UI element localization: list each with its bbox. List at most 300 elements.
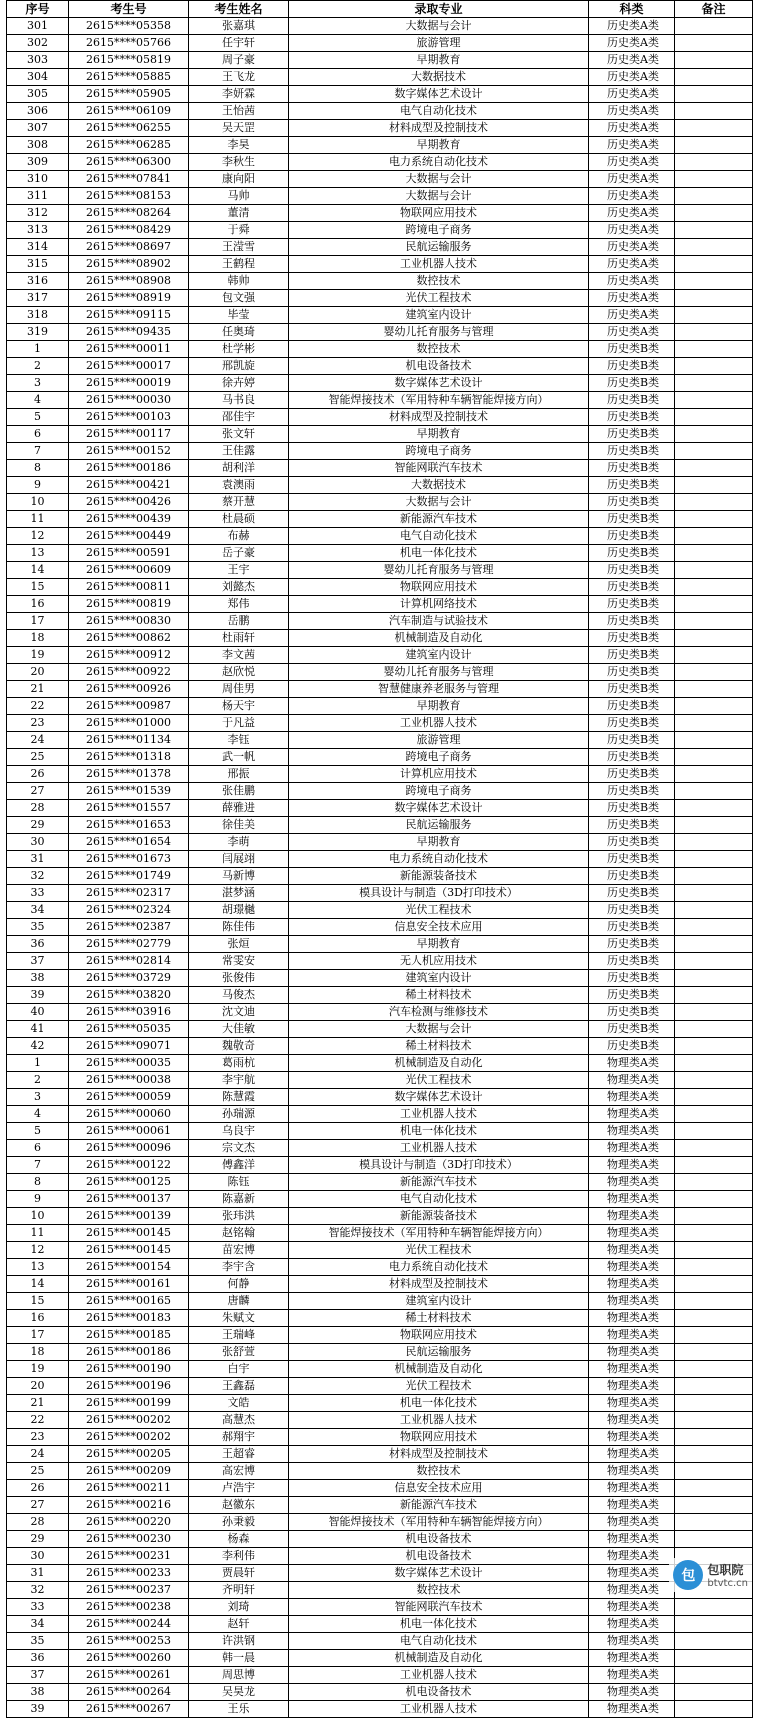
serial-cell: 14	[7, 562, 69, 579]
major-cell: 机电设备技术	[289, 358, 589, 375]
category-cell: 物理类A类	[589, 1055, 675, 1072]
major-cell: 工业机器人技术	[289, 1412, 589, 1429]
major-cell: 跨境电子商务	[289, 443, 589, 460]
serial-cell: 3	[7, 1089, 69, 1106]
table-row	[7, 1446, 753, 1463]
name-cell: 高慧杰	[189, 1412, 289, 1429]
table-row	[7, 1361, 753, 1378]
category-cell: 物理类A类	[589, 1667, 675, 1684]
category-cell: 历史类A类	[589, 86, 675, 103]
name-cell: 郑伟	[189, 596, 289, 613]
table-row	[7, 902, 753, 919]
major-cell: 汽车制造与试验技术	[289, 613, 589, 630]
exam-id-cell: 2615****00035	[69, 1055, 189, 1072]
exam-id-cell: 2615****00230	[69, 1531, 189, 1548]
remark-cell	[675, 596, 753, 613]
category-cell: 物理类A类	[589, 1599, 675, 1616]
major-cell: 机械制造及自动化	[289, 1361, 589, 1378]
remark-cell	[675, 647, 753, 664]
table-row	[7, 766, 753, 783]
serial-cell: 304	[7, 69, 69, 86]
exam-id-cell: 2615****00811	[69, 579, 189, 596]
category-cell: 历史类B类	[589, 545, 675, 562]
major-cell: 建筑室内设计	[289, 647, 589, 664]
category-cell: 历史类B类	[589, 358, 675, 375]
category-cell: 物理类A类	[589, 1684, 675, 1701]
exam-id-cell: 2615****00165	[69, 1293, 189, 1310]
major-cell: 模具设计与制造（3D打印技术）	[289, 885, 589, 902]
serial-cell: 1	[7, 341, 69, 358]
major-cell: 新能源汽车技术	[289, 1174, 589, 1191]
category-cell: 历史类A类	[589, 154, 675, 171]
remark-cell	[675, 256, 753, 273]
exam-id-cell: 2615****00011	[69, 341, 189, 358]
category-cell: 物理类A类	[589, 1548, 675, 1565]
category-cell: 历史类B类	[589, 834, 675, 851]
name-cell: 王鹤程	[189, 256, 289, 273]
major-cell: 数字媒体艺术设计	[289, 1565, 589, 1582]
major-cell: 建筑室内设计	[289, 1293, 589, 1310]
major-cell: 大数据技术	[289, 477, 589, 494]
exam-id-cell: 2615****00220	[69, 1514, 189, 1531]
serial-cell: 27	[7, 1497, 69, 1514]
exam-id-cell: 2615****00439	[69, 511, 189, 528]
remark-cell	[675, 834, 753, 851]
name-cell: 董清	[189, 205, 289, 222]
name-cell: 胡利洋	[189, 460, 289, 477]
exam-id-cell: 2615****08902	[69, 256, 189, 273]
serial-cell: 42	[7, 1038, 69, 1055]
serial-cell: 12	[7, 528, 69, 545]
exam-id-cell: 2615****00125	[69, 1174, 189, 1191]
remark-cell	[675, 52, 753, 69]
category-cell: 物理类A类	[589, 1497, 675, 1514]
remark-cell	[675, 341, 753, 358]
name-cell: 邢凯旋	[189, 358, 289, 375]
name-cell: 赵欣悦	[189, 664, 289, 681]
exam-id-cell: 2615****00216	[69, 1497, 189, 1514]
table-row	[7, 698, 753, 715]
serial-cell: 35	[7, 1633, 69, 1650]
table-row	[7, 1021, 753, 1038]
header-category: 科类	[589, 1, 675, 18]
major-cell: 机械制造及自动化	[289, 1650, 589, 1667]
exam-id-cell: 2615****00237	[69, 1582, 189, 1599]
table-row	[7, 630, 753, 647]
major-cell: 物联网应用技术	[289, 205, 589, 222]
category-cell: 历史类B类	[589, 579, 675, 596]
table-row	[7, 392, 753, 409]
table-row	[7, 1395, 753, 1412]
remark-cell	[675, 1463, 753, 1480]
major-cell: 大数据技术	[289, 69, 589, 86]
name-cell: 张文轩	[189, 426, 289, 443]
exam-id-cell: 2615****08697	[69, 239, 189, 256]
name-cell: 杜学彬	[189, 341, 289, 358]
name-cell: 康向阳	[189, 171, 289, 188]
table-row	[7, 528, 753, 545]
watermark-url: btvtc.cn	[707, 1578, 748, 1589]
serial-cell: 9	[7, 477, 69, 494]
watermark-name: 包职院	[707, 1563, 744, 1577]
category-cell: 物理类A类	[589, 1446, 675, 1463]
major-cell: 早期教育	[289, 52, 589, 69]
category-cell: 物理类A类	[589, 1106, 675, 1123]
table-row	[7, 1293, 753, 1310]
serial-cell: 315	[7, 256, 69, 273]
major-cell: 大数据与会计	[289, 1021, 589, 1038]
name-cell: 陈佳伟	[189, 919, 289, 936]
exam-id-cell: 2615****00096	[69, 1140, 189, 1157]
table-row	[7, 52, 753, 69]
serial-cell: 38	[7, 970, 69, 987]
major-cell: 旅游管理	[289, 35, 589, 52]
table-row	[7, 511, 753, 528]
major-cell: 工业机器人技术	[289, 1140, 589, 1157]
table-row	[7, 1514, 753, 1531]
remark-cell	[675, 953, 753, 970]
major-cell: 机械制造及自动化	[289, 630, 589, 647]
remark-cell	[675, 494, 753, 511]
exam-id-cell: 2615****01000	[69, 715, 189, 732]
remark-cell	[675, 1293, 753, 1310]
remark-cell	[675, 783, 753, 800]
category-cell: 物理类A类	[589, 1412, 675, 1429]
name-cell: 许洪钢	[189, 1633, 289, 1650]
major-cell: 电力系统自动化技术	[289, 154, 589, 171]
name-cell: 吴昊龙	[189, 1684, 289, 1701]
serial-cell: 9	[7, 1191, 69, 1208]
category-cell: 历史类B类	[589, 800, 675, 817]
name-cell: 唐麟	[189, 1293, 289, 1310]
exam-id-cell: 2615****00912	[69, 647, 189, 664]
major-cell: 早期教育	[289, 834, 589, 851]
remark-cell	[675, 749, 753, 766]
table-row	[7, 324, 753, 341]
serial-cell: 36	[7, 1650, 69, 1667]
name-cell: 赵徽东	[189, 1497, 289, 1514]
major-cell: 数控技术	[289, 341, 589, 358]
remark-cell	[675, 1225, 753, 1242]
exam-id-cell: 2615****00819	[69, 596, 189, 613]
table-row	[7, 1259, 753, 1276]
serial-cell: 316	[7, 273, 69, 290]
serial-cell: 311	[7, 188, 69, 205]
exam-id-cell: 2615****00059	[69, 1089, 189, 1106]
table-row	[7, 783, 753, 800]
serial-cell: 11	[7, 511, 69, 528]
category-cell: 物理类A类	[589, 1208, 675, 1225]
table-row	[7, 1208, 753, 1225]
major-cell: 智能焊接技术（军用特种车辆智能焊接方向）	[289, 392, 589, 409]
name-cell: 李宇航	[189, 1072, 289, 1089]
name-cell: 文皓	[189, 1395, 289, 1412]
category-cell: 历史类B类	[589, 1004, 675, 1021]
exam-id-cell: 2615****01653	[69, 817, 189, 834]
name-cell: 于凡益	[189, 715, 289, 732]
table-row	[7, 1225, 753, 1242]
table-row	[7, 222, 753, 239]
table-row	[7, 188, 753, 205]
category-cell: 物理类A类	[589, 1293, 675, 1310]
remark-cell	[675, 1497, 753, 1514]
category-cell: 历史类B类	[589, 664, 675, 681]
name-cell: 卢浩宇	[189, 1480, 289, 1497]
serial-cell: 5	[7, 1123, 69, 1140]
remark-cell	[675, 902, 753, 919]
table-row	[7, 375, 753, 392]
remark-cell	[675, 1327, 753, 1344]
name-cell: 杨天宇	[189, 698, 289, 715]
name-cell: 陈慧霞	[189, 1089, 289, 1106]
name-cell: 韩一晨	[189, 1650, 289, 1667]
table-row	[7, 18, 753, 35]
exam-id-cell: 2615****00449	[69, 528, 189, 545]
exam-id-cell: 2615****09071	[69, 1038, 189, 1055]
category-cell: 历史类B类	[589, 783, 675, 800]
serial-cell: 27	[7, 783, 69, 800]
category-cell: 历史类B类	[589, 511, 675, 528]
table-row	[7, 970, 753, 987]
header-name: 考生姓名	[189, 1, 289, 18]
major-cell: 数控技术	[289, 1582, 589, 1599]
major-cell: 光伏工程技术	[289, 290, 589, 307]
exam-id-cell: 2615****00186	[69, 460, 189, 477]
major-cell: 婴幼儿托育服务与管理	[289, 324, 589, 341]
major-cell: 材料成型及控制技术	[289, 1446, 589, 1463]
name-cell: 苗宏博	[189, 1242, 289, 1259]
serial-cell: 41	[7, 1021, 69, 1038]
category-cell: 物理类A类	[589, 1225, 675, 1242]
serial-cell: 22	[7, 698, 69, 715]
remark-cell	[675, 1310, 753, 1327]
serial-cell: 28	[7, 1514, 69, 1531]
major-cell: 婴幼儿托育服务与管理	[289, 562, 589, 579]
category-cell: 历史类B类	[589, 732, 675, 749]
table-row	[7, 1378, 753, 1395]
name-cell: 杨森	[189, 1531, 289, 1548]
remark-cell	[675, 1616, 753, 1633]
exam-id-cell: 2615****08919	[69, 290, 189, 307]
serial-cell: 34	[7, 902, 69, 919]
serial-cell: 32	[7, 1582, 69, 1599]
category-cell: 历史类B类	[589, 681, 675, 698]
major-cell: 大数据与会计	[289, 188, 589, 205]
exam-id-cell: 2615****08908	[69, 273, 189, 290]
table-row	[7, 1480, 753, 1497]
major-cell: 工业机器人技术	[289, 256, 589, 273]
category-cell: 历史类B类	[589, 409, 675, 426]
category-cell: 历史类A类	[589, 205, 675, 222]
table-row	[7, 1650, 753, 1667]
table-row	[7, 664, 753, 681]
name-cell: 李钰	[189, 732, 289, 749]
table-row	[7, 1276, 753, 1293]
major-cell: 稀土材料技术	[289, 1038, 589, 1055]
major-cell: 智能焊接技术（军用特种车辆智能焊接方向）	[289, 1514, 589, 1531]
exam-id-cell: 2615****00211	[69, 1480, 189, 1497]
exam-id-cell: 2615****00186	[69, 1344, 189, 1361]
remark-cell	[675, 1191, 753, 1208]
name-cell: 胡璟樾	[189, 902, 289, 919]
exam-id-cell: 2615****05766	[69, 35, 189, 52]
category-cell: 历史类B类	[589, 749, 675, 766]
major-cell: 物联网应用技术	[289, 579, 589, 596]
remark-cell	[675, 1650, 753, 1667]
serial-cell: 15	[7, 579, 69, 596]
remark-cell	[675, 1208, 753, 1225]
major-cell: 稀土材料技术	[289, 987, 589, 1004]
serial-cell: 30	[7, 1548, 69, 1565]
serial-cell: 7	[7, 1157, 69, 1174]
remark-cell	[675, 817, 753, 834]
table-row	[7, 171, 753, 188]
major-cell: 材料成型及控制技术	[289, 409, 589, 426]
exam-id-cell: 2615****01539	[69, 783, 189, 800]
exam-id-cell: 2615****00426	[69, 494, 189, 511]
serial-cell: 28	[7, 800, 69, 817]
serial-cell: 306	[7, 103, 69, 120]
table-row	[7, 1072, 753, 1089]
exam-id-cell: 2615****00183	[69, 1310, 189, 1327]
remark-cell	[675, 630, 753, 647]
table-row	[7, 443, 753, 460]
header-serial: 序号	[7, 1, 69, 18]
table-row	[7, 817, 753, 834]
major-cell: 材料成型及控制技术	[289, 120, 589, 137]
name-cell: 吴天罡	[189, 120, 289, 137]
table-row	[7, 1412, 753, 1429]
exam-id-cell: 2615****00152	[69, 443, 189, 460]
name-cell: 徐卉婷	[189, 375, 289, 392]
major-cell: 智能焊接技术（军用特种车辆智能焊接方向）	[289, 1225, 589, 1242]
serial-cell: 19	[7, 1361, 69, 1378]
table-row	[7, 1548, 753, 1565]
serial-cell: 29	[7, 817, 69, 834]
table-row	[7, 1106, 753, 1123]
category-cell: 物理类A类	[589, 1191, 675, 1208]
remark-cell	[675, 1089, 753, 1106]
major-cell: 民航运输服务	[289, 239, 589, 256]
category-cell: 历史类B类	[589, 426, 675, 443]
remark-cell	[675, 1157, 753, 1174]
name-cell: 赵轩	[189, 1616, 289, 1633]
major-cell: 无人机应用技术	[289, 953, 589, 970]
category-cell: 物理类A类	[589, 1429, 675, 1446]
serial-cell: 318	[7, 307, 69, 324]
serial-cell: 29	[7, 1531, 69, 1548]
category-cell: 历史类A类	[589, 307, 675, 324]
name-cell: 朱赋文	[189, 1310, 289, 1327]
remark-cell	[675, 1004, 753, 1021]
serial-cell: 16	[7, 596, 69, 613]
serial-cell: 11	[7, 1225, 69, 1242]
category-cell: 历史类A类	[589, 256, 675, 273]
name-cell: 李宇含	[189, 1259, 289, 1276]
name-cell: 张烜	[189, 936, 289, 953]
name-cell: 任奥琦	[189, 324, 289, 341]
major-cell: 电力系统自动化技术	[289, 851, 589, 868]
remark-cell	[675, 511, 753, 528]
name-cell: 大佳敏	[189, 1021, 289, 1038]
school-logo-icon: 包	[673, 1560, 703, 1590]
name-cell: 邢振	[189, 766, 289, 783]
name-cell: 王怡茜	[189, 103, 289, 120]
category-cell: 历史类B类	[589, 902, 675, 919]
serial-cell: 2	[7, 1072, 69, 1089]
name-cell: 张玮洪	[189, 1208, 289, 1225]
name-cell: 武一帆	[189, 749, 289, 766]
remark-cell	[675, 1259, 753, 1276]
remark-cell	[675, 1038, 753, 1055]
remark-cell	[675, 766, 753, 783]
table-row	[7, 545, 753, 562]
name-cell: 贾晨轩	[189, 1565, 289, 1582]
major-cell: 稀土材料技术	[289, 1310, 589, 1327]
remark-cell	[675, 1378, 753, 1395]
exam-id-cell: 2615****09435	[69, 324, 189, 341]
category-cell: 历史类B类	[589, 936, 675, 953]
remark-cell	[675, 222, 753, 239]
remark-cell	[675, 1021, 753, 1038]
major-cell: 光伏工程技术	[289, 1378, 589, 1395]
name-cell: 岳鹏	[189, 613, 289, 630]
major-cell: 工业机器人技术	[289, 1667, 589, 1684]
table-row	[7, 1599, 753, 1616]
name-cell: 周佳男	[189, 681, 289, 698]
remark-cell	[675, 1599, 753, 1616]
name-cell: 徐佳美	[189, 817, 289, 834]
serial-cell: 17	[7, 1327, 69, 1344]
remark-cell	[675, 324, 753, 341]
name-cell: 张佳鹏	[189, 783, 289, 800]
serial-cell: 310	[7, 171, 69, 188]
category-cell: 历史类B类	[589, 851, 675, 868]
serial-cell: 13	[7, 545, 69, 562]
table-row	[7, 1055, 753, 1072]
name-cell: 白宇	[189, 1361, 289, 1378]
name-cell: 毕莹	[189, 307, 289, 324]
exam-id-cell: 2615****00238	[69, 1599, 189, 1616]
exam-id-cell: 2615****02779	[69, 936, 189, 953]
serial-cell: 24	[7, 1446, 69, 1463]
major-cell: 新能源汽车技术	[289, 511, 589, 528]
remark-cell	[675, 1174, 753, 1191]
serial-cell: 39	[7, 987, 69, 1004]
name-cell: 李秋生	[189, 154, 289, 171]
serial-cell: 31	[7, 851, 69, 868]
header-major: 录取专业	[289, 1, 589, 18]
serial-cell: 38	[7, 1684, 69, 1701]
category-cell: 物理类A类	[589, 1276, 675, 1293]
serial-cell: 307	[7, 120, 69, 137]
serial-cell: 7	[7, 443, 69, 460]
remark-cell	[675, 715, 753, 732]
exam-id-cell: 2615****05905	[69, 86, 189, 103]
name-cell: 李萌	[189, 834, 289, 851]
serial-cell: 40	[7, 1004, 69, 1021]
table-row	[7, 1616, 753, 1633]
remark-cell	[675, 1140, 753, 1157]
serial-cell: 5	[7, 409, 69, 426]
header-row	[7, 1, 753, 18]
name-cell: 薛雅进	[189, 800, 289, 817]
major-cell: 机电设备技术	[289, 1531, 589, 1548]
major-cell: 数字媒体艺术设计	[289, 375, 589, 392]
major-cell: 机电一体化技术	[289, 1616, 589, 1633]
name-cell: 张舒萱	[189, 1344, 289, 1361]
major-cell: 工业机器人技术	[289, 1701, 589, 1718]
